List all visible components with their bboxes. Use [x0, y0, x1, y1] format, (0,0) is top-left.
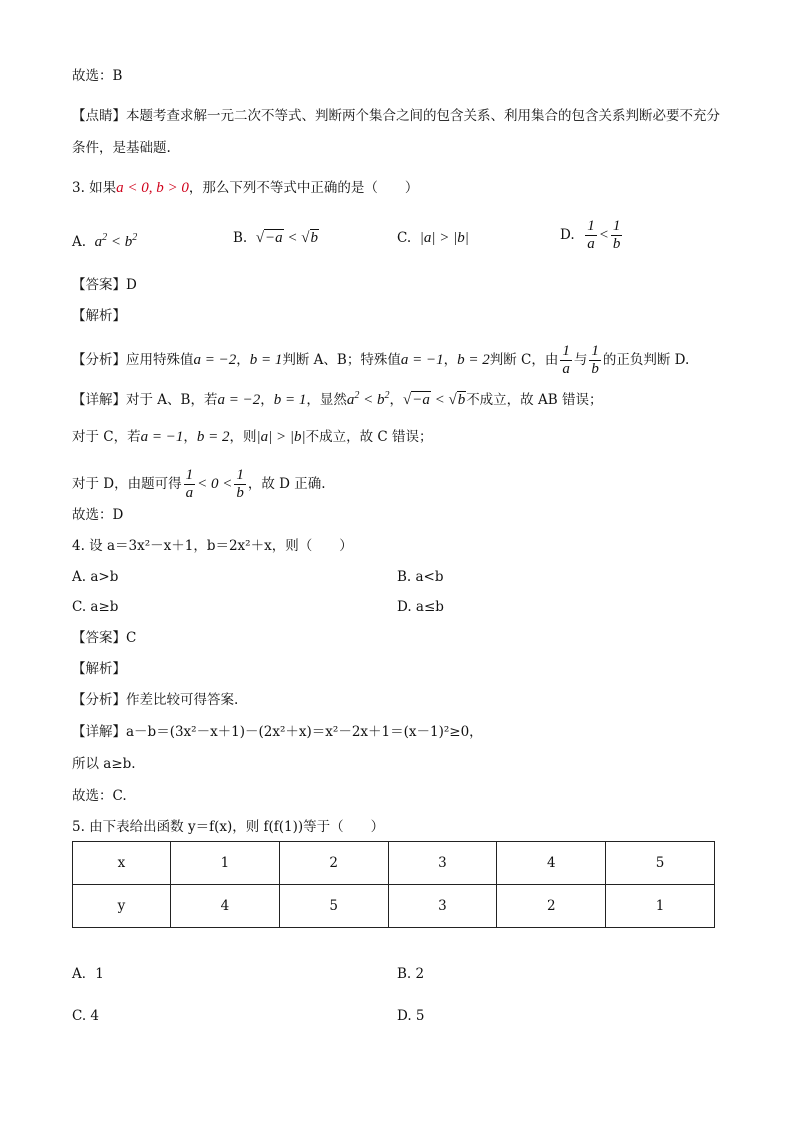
table-cell: 3	[388, 885, 497, 928]
q4-option-d: D. a≤b	[397, 599, 444, 615]
q4-conclusion: 所以 a≥b.	[72, 756, 136, 772]
q5-option-a: A．1	[72, 966, 104, 982]
table-cell: 5	[279, 885, 388, 928]
table-cell: y	[73, 885, 171, 928]
function-table	[72, 841, 715, 928]
q3-case-c: 对于 C，若a = −1，b = 2，则|a| > |b|不成立，故 C 错误；	[72, 429, 433, 445]
q4-option-b: B. a<b	[397, 569, 444, 585]
q4-choice: 故选：C.	[72, 788, 127, 804]
q3-detail: 【详解】对于 A、B，若a = −2，b = 1，显然$a^2 < b^2$，√−a < √b不成立，故 AB 错误；	[72, 390, 603, 408]
q3-option-d: D. $\frac{1}{a}$ < $\frac{1}{b}$	[560, 218, 621, 252]
q3-case-d: 对于 D，由题可得 $\frac{1}{a}$ < 0 < $\frac{1}{b}$ ，故 D 正确.	[72, 467, 326, 501]
table-row-y	[73, 885, 715, 928]
q4-stem: 4. 设 a＝3x²－x＋1，b＝2x²＋x，则（ ）	[72, 538, 353, 554]
q4-option-c: C. a≥b	[72, 599, 119, 615]
table-cell: 4	[497, 842, 606, 885]
q3-stem	[72, 178, 418, 198]
q2-comment: 【点睛】本题考查求解一元二次不等式、判断两个集合之间的包含关系、利用集合的包含关系判断必要不充分条件，是基础题.	[72, 108, 720, 156]
table-cell: 4	[170, 885, 279, 928]
q5-option-b: B. 2	[397, 966, 425, 982]
q4-answer: 【答案】C	[72, 630, 137, 646]
table-cell: 1	[170, 842, 279, 885]
table-cell: 1	[606, 885, 715, 928]
q5-stem: 5. 由下表给出函数 y＝f(x)，则 f(f(1))等于（ ）	[72, 819, 385, 835]
q5-option-d: D. 5	[397, 1008, 425, 1024]
table-cell: x	[73, 842, 171, 885]
q3-analysis-head: 【解析】	[72, 308, 126, 324]
q5-option-c: C. 4	[72, 1008, 100, 1024]
q4-option-a: A. a>b	[72, 569, 119, 585]
q3-choice: 故选：D	[72, 507, 124, 523]
table-cell: 2	[497, 885, 606, 928]
q3-stem-post: ，那么下列不等式中正确的是（ ）	[188, 180, 419, 196]
table-cell: 3	[388, 842, 497, 885]
table-row-x	[73, 842, 715, 885]
table-cell: 2	[279, 842, 388, 885]
q3-option-b: B. √−a < √b	[233, 230, 319, 246]
q3-answer: 【答案】D	[72, 277, 137, 293]
q3-condition: a < 0, b > 0	[116, 180, 189, 196]
q4-fenxi: 【分析】作差比较可得答案.	[72, 692, 239, 708]
table-cell: 5	[606, 842, 715, 885]
q3-option-c: C. |a| > |b|	[397, 230, 469, 246]
q3-stem-pre: 3. 如果	[72, 180, 117, 196]
q3-option-a: A. $a^2 < b^2$	[72, 232, 138, 250]
q3-fenxi: 【分析】应用特殊值a = −2，b = 1判断 A、B；特殊值a = −1，b = 2判断 C，由 $\frac{1}{a}$ 与 $\frac{1}{b}$ 的正负判断 D.	[72, 343, 690, 377]
q2-choice: 故选：B	[72, 68, 123, 84]
q4-analysis-head: 【解析】	[72, 661, 126, 677]
q4-detail: 【详解】a－b＝(3x²－x＋1)－(2x²＋x)＝x²－2x＋1＝(x－1)²≥0，	[72, 724, 483, 740]
